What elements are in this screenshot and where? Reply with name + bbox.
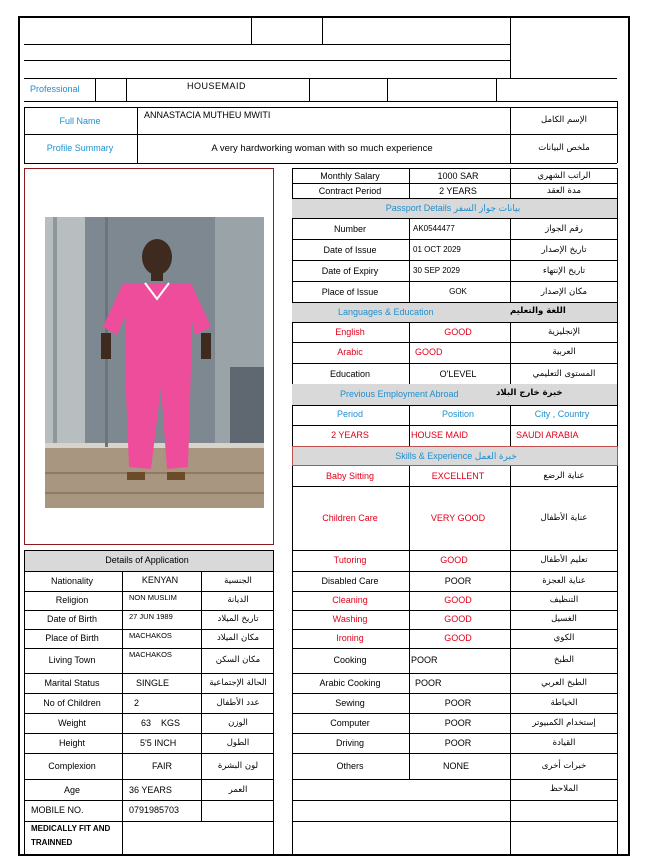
arabic-value: GOOD — [415, 347, 443, 357]
skill-cleaning-ar: التنظيف — [549, 595, 579, 605]
age-label: Age — [63, 785, 81, 795]
mobile-value: 0791985703 — [129, 805, 180, 815]
skill-sewing-ar: الخياطة — [550, 698, 578, 708]
skill-driving-label: Driving — [335, 738, 365, 748]
passport-issue-label: Date of Issue — [323, 245, 377, 255]
skill-tutoring-ar: تعليم الأطفال — [540, 555, 588, 565]
skill-disabledcare-ar: عناية العجزة — [542, 576, 586, 586]
employment-location-header: City , Country — [534, 409, 590, 419]
full-name-ar: الإسم الكامل — [541, 115, 587, 125]
nationality-value: KENYAN — [141, 575, 179, 585]
skill-cleaning-label: Cleaning — [332, 595, 368, 605]
profession-value: HOUSEMAID — [187, 81, 247, 91]
skill-arabiccooking-ar: الطبخ العربي — [541, 678, 587, 688]
passport-place-value: GOK — [449, 287, 467, 296]
skills-title: Skills & Experience خبرة العمل — [395, 451, 517, 461]
english-ar: الإنجليزية — [547, 327, 581, 337]
skill-ironing-ar: الكوي — [553, 633, 575, 643]
pob-value: MACHAKOS — [129, 631, 172, 640]
skill-sewing-value: POOR — [444, 698, 472, 708]
employment-title-ar: خبرة خارج البلاد — [496, 388, 563, 398]
skill-disabledcare-label: Disabled Care — [321, 576, 379, 586]
passport-title: Passport Details بيانات جواز السفر — [385, 203, 521, 213]
skill-tutoring-value: GOOD — [440, 555, 468, 565]
height-ar: الطول — [226, 738, 250, 748]
passport-expiry-value: 30 SEP 2029 — [413, 266, 461, 275]
pob-label: Place of Birth — [45, 633, 99, 643]
living-town-value: MACHAKOS — [129, 650, 172, 659]
period-value: 2 YEARS — [439, 186, 477, 196]
arabic-ar: العربية — [552, 347, 576, 357]
period-label: Contract Period — [318, 186, 382, 196]
mobile-label: MOBILE NO. — [31, 805, 84, 815]
salary-value: 1000 SAR — [437, 171, 479, 181]
marital-ar: الحالة الإجتماعية — [209, 678, 267, 688]
skill-washing-ar: الغسيل — [551, 614, 577, 624]
height-value: 5'5 INCH — [140, 738, 177, 748]
passport-place-ar: مكان الإصدار — [540, 287, 588, 297]
medical-line1: MEDICALLY FIT AND — [31, 824, 111, 833]
skill-cooking-value: POOR — [411, 655, 438, 665]
summary-ar: ملخص البيانات — [538, 143, 590, 153]
dob-value: 27 JUN 1989 — [129, 612, 173, 621]
living-town-ar: مكان السكن — [215, 655, 261, 665]
passport-number-label: Number — [333, 224, 367, 234]
skill-others-value: NONE — [442, 761, 470, 771]
skill-others-ar: خبرات أخرى — [541, 761, 587, 771]
languages-title-ar: اللغة والتعليم — [510, 306, 566, 316]
education-label: Education — [329, 369, 371, 379]
full-name-value: ANNASTACIA MUTHEU MWITI — [144, 110, 271, 120]
passport-expiry-label: Date of Expiry — [321, 266, 379, 276]
passport-number-ar: رقم الجواز — [545, 224, 583, 234]
remarks-ar: الملاحظ — [549, 784, 579, 794]
education-value: O'LEVEL — [439, 369, 477, 379]
religion-value: NON MUSLIM — [129, 593, 177, 602]
religion-ar: الديانة — [227, 595, 249, 605]
skill-disabledcare-value: POOR — [444, 576, 472, 586]
skill-washing-label: Washing — [332, 614, 368, 624]
application-title: Details of Application — [105, 555, 189, 565]
employment-location-value: SAUDI ARABIA — [516, 430, 579, 440]
skill-computer-label: Computer — [330, 718, 370, 728]
english-value: GOOD — [444, 327, 472, 337]
weight-ar: الوزن — [228, 718, 248, 728]
complexion-ar: لون البشرة — [217, 761, 259, 771]
employment-title: Previous Employment Abroad — [340, 389, 459, 399]
complexion-value: FAIR — [151, 761, 173, 771]
marital-value: SINGLE — [136, 678, 170, 688]
education-ar: المستوى التعليمي — [532, 369, 596, 379]
summary-value: A very hardworking woman with so much experience — [211, 143, 433, 154]
skill-cleaning-value: GOOD — [444, 595, 472, 605]
skill-babysitting-label: Baby Sitting — [325, 471, 375, 481]
skill-cooking-label: Cooking — [333, 655, 367, 665]
weight-label: Weight — [58, 718, 86, 728]
candidate-photo — [45, 217, 264, 508]
skill-computer-ar: إستخدام الكمبيوتر — [532, 718, 596, 728]
dob-ar: تاريخ الميلاد — [217, 614, 259, 624]
age-ar: العمر — [228, 785, 248, 795]
salary-label: Monthly Salary — [320, 171, 380, 181]
period-ar: مدة العقد — [547, 186, 581, 196]
skill-babysitting-ar: عناية الرضع — [543, 471, 585, 481]
nationality-ar: الجنسية — [224, 576, 252, 586]
skill-cooking-ar: الطبخ — [554, 655, 574, 665]
age-value: 36 YEARS — [129, 785, 172, 795]
professional-label: Professional — [30, 84, 80, 94]
passport-issue-ar: تاريخ الإصدار — [541, 245, 587, 255]
children-value: 2 — [134, 698, 140, 708]
full-name-label: Full Name — [59, 116, 101, 126]
skill-childcare-value: VERY GOOD — [430, 513, 486, 523]
salary-ar: الراتب الشهري — [537, 171, 591, 181]
skill-childcare-label: Children Care — [322, 513, 378, 523]
skill-ironing-label: Ironing — [336, 633, 364, 643]
english-label: English — [335, 327, 365, 337]
weight-value: 63 KGS — [141, 718, 181, 728]
skill-washing-value: GOOD — [444, 614, 472, 624]
height-label: Height — [58, 738, 86, 748]
skill-tutoring-label: Tutoring — [333, 555, 367, 565]
skill-others-label: Others — [336, 761, 364, 771]
summary-label: Profile Summary — [46, 143, 114, 153]
skill-ironing-value: GOOD — [444, 633, 472, 643]
medical-line2: TRAINNED — [31, 838, 73, 847]
skill-computer-value: POOR — [444, 718, 472, 728]
skill-arabiccooking-label: Arabic Cooking — [319, 678, 381, 688]
employment-position-header: Position — [441, 409, 475, 419]
skill-sewing-label: Sewing — [335, 698, 365, 708]
children-label: No of Children — [43, 698, 101, 708]
dob-label: Date of Birth — [46, 614, 98, 624]
nationality-label: Nationality — [50, 576, 94, 586]
skill-driving-ar: القيادة — [552, 738, 576, 748]
children-ar: عدد الأطفال — [216, 698, 260, 708]
passport-number-value: AK0544477 — [413, 224, 455, 233]
complexion-label: Complexion — [48, 761, 96, 771]
languages-title: Languages & Education — [338, 307, 434, 317]
passport-expiry-ar: تاريخ الإنتهاء — [542, 266, 586, 276]
marital-label: Marital Status — [44, 678, 100, 688]
passport-place-label: Place of Issue — [321, 287, 379, 297]
employment-period-header: Period — [336, 409, 364, 419]
passport-issue-value: 01 OCT 2029 — [413, 245, 461, 254]
religion-label: Religion — [55, 595, 89, 605]
arabic-label: Arabic — [337, 347, 363, 357]
pob-ar: مكان الميلاد — [216, 633, 260, 643]
living-town-label: Living Town — [48, 655, 96, 665]
employment-position-value: HOUSE MAID — [411, 430, 469, 440]
skill-arabiccooking-value: POOR — [415, 678, 442, 688]
skill-childcare-ar: عناية الأطفال — [540, 513, 588, 523]
skill-driving-value: POOR — [444, 738, 472, 748]
skill-babysitting-value: EXCELLENT — [431, 471, 485, 481]
employment-period-value: 2 YEARS — [331, 430, 369, 440]
